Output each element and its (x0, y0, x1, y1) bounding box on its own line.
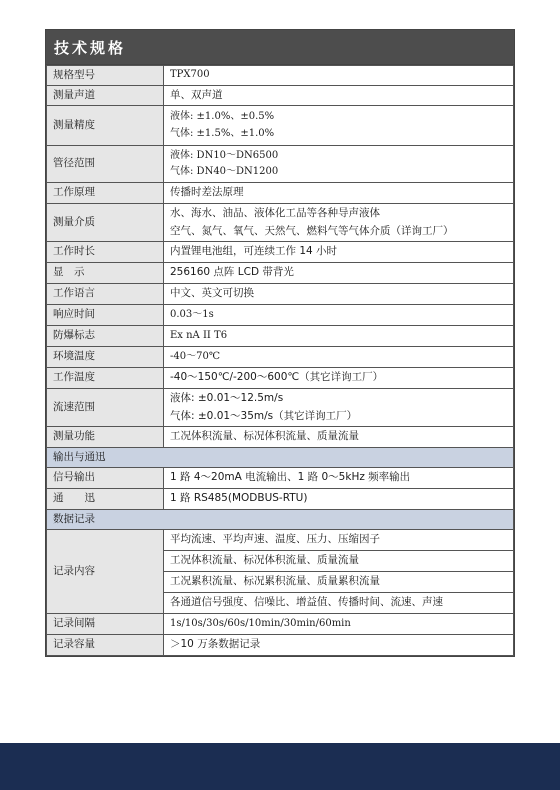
spec-value: 256160 点阵 LCD 带背光 (164, 263, 514, 284)
spec-row-content (47, 530, 514, 551)
spec-value: 中文、英文可切换 (164, 284, 514, 305)
spec-row-pipe-range (47, 146, 514, 183)
spec-row-principle (47, 183, 514, 204)
spec-value: Ex nA II T6 (164, 326, 514, 347)
section-title: 数据记录 (47, 510, 514, 530)
footer-band (0, 743, 560, 790)
spec-value: 工况累积流量、标况累积流量、质量累积流量 (164, 572, 514, 593)
spec-value-line: 液体: ±1.0%、±0.5% (170, 111, 275, 122)
section-title: 输出与通迅 (47, 448, 514, 468)
spec-value: 工况体积流量、标况体积流量、质量流量 (164, 427, 514, 448)
spec-value: 1 路 4～20mA 电流输出、1 路 0～5kHz 频率输出 (164, 468, 514, 489)
spec-key: 工作语言 (47, 284, 164, 305)
spec-value (164, 389, 514, 427)
spec-row-capacity (47, 635, 514, 656)
spec-row-accuracy (47, 106, 514, 146)
spec-key: 工作时长 (47, 242, 164, 263)
spec-key: 管径范围 (47, 146, 164, 183)
spec-value-line: 空气、氮气、氧气、天然气、燃料气等气体介质（详询工厂） (170, 224, 454, 237)
spec-key: 信号输出 (47, 468, 164, 489)
spec-row-ambient-temp (47, 347, 514, 368)
spec-key: 显 示 (47, 263, 164, 284)
spec-value-line: 水、海水、油品、液体化工品等各种导声液体 (170, 207, 380, 220)
spec-key: 测量声道 (47, 86, 164, 106)
spec-row-work-temp (47, 368, 514, 389)
spec-value: 0.03～1s (164, 305, 514, 326)
spec-row-display (47, 263, 514, 284)
spec-row-explosion (47, 326, 514, 347)
spec-key: 测量精度 (47, 106, 164, 146)
spec-row-signal (47, 468, 514, 489)
spec-row-function (47, 427, 514, 448)
spec-key: 环境温度 (47, 347, 164, 368)
spec-row-duration (47, 242, 514, 263)
spec-key: 响应时间 (47, 305, 164, 326)
spec-row-model (47, 66, 514, 86)
spec-key: 通 迅 (47, 489, 164, 510)
spec-value: 1s/10s/30s/60s/10min/30min/60min (164, 614, 514, 635)
spec-value-line: 气体: ±0.01～35m/s（其它详询工厂） (170, 409, 358, 422)
spec-key: 流速范围 (47, 389, 164, 427)
spec-key: 记录间隔 (47, 614, 164, 635)
spec-title: 技术规格 (46, 30, 514, 65)
spec-row-channel (47, 86, 514, 106)
spec-value-line: 气体: DN40～DN1200 (170, 166, 279, 177)
spec-sheet (45, 29, 515, 657)
spec-value: 内置锂电池组，可连续工作 14 小时 (164, 242, 514, 263)
section-io-row (47, 448, 514, 468)
spec-value: -40～150℃/-200～600℃（其它详询工厂） (164, 368, 514, 389)
spec-table (46, 65, 514, 656)
spec-value: 1 路 RS485(MODBUS-RTU) (164, 489, 514, 510)
spec-value-line: 液体: ±0.01～12.5m/s (170, 392, 284, 405)
spec-value: 工况体积流量、标况体积流量、质量流量 (164, 551, 514, 572)
spec-row-language (47, 284, 514, 305)
spec-value: 平均流速、平均声速、温度、压力、压缩因子 (164, 530, 514, 551)
spec-row-comm (47, 489, 514, 510)
spec-value-line: 液体: DN10～DN6500 (170, 149, 279, 161)
spec-value: ＞10 万条数据记录 (164, 635, 514, 656)
spec-key: 测量功能 (47, 427, 164, 448)
spec-value: 各通道信号强度、信噪比、增益值、传播时间、流速、声速 (164, 593, 514, 614)
spec-value (164, 204, 514, 242)
spec-value: 单、双声道 (164, 86, 514, 106)
section-log-row (47, 510, 514, 530)
spec-row-flow-range (47, 389, 514, 427)
spec-key: 规格型号 (47, 66, 164, 86)
spec-row-response (47, 305, 514, 326)
spec-row-medium (47, 204, 514, 242)
spec-key: 记录容量 (47, 635, 164, 656)
spec-value: -40～70℃ (164, 347, 514, 368)
spec-value: TPX700 (164, 66, 514, 86)
spec-key: 工作温度 (47, 368, 164, 389)
spec-value (164, 146, 514, 183)
spec-key: 测量介质 (47, 204, 164, 242)
spec-key: 工作原理 (47, 183, 164, 204)
spec-value (164, 106, 514, 146)
spec-key: 防爆标志 (47, 326, 164, 347)
spec-key: 记录内容 (47, 530, 164, 614)
spec-row-interval (47, 614, 514, 635)
spec-value: 传播时差法原理 (164, 183, 514, 204)
spec-value-line: 气体: ±1.5%、±1.0% (170, 127, 275, 139)
